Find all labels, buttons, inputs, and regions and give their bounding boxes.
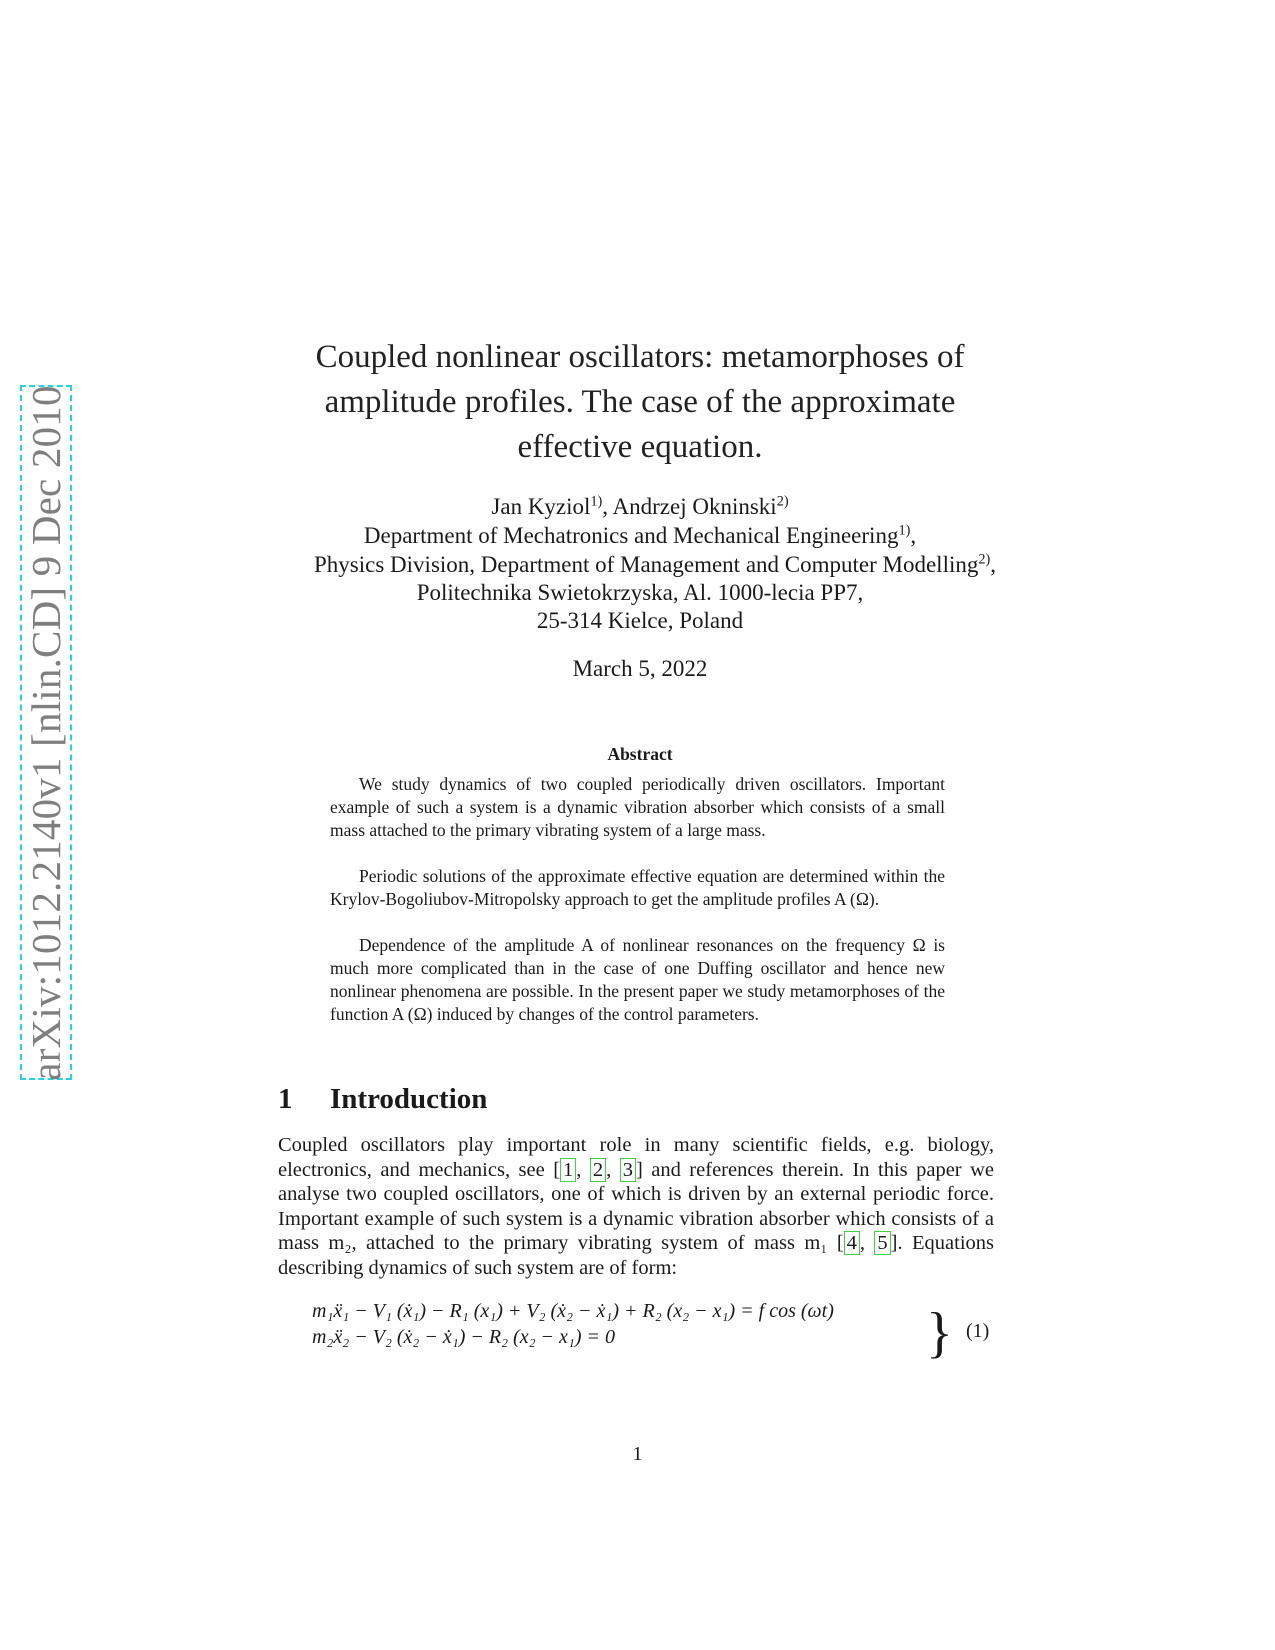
author-separator: , [602,494,613,519]
citation-3[interactable]: 3 [620,1158,636,1182]
affiliation-1-mark: 1) [898,522,911,539]
affiliation-4: 25-314 Kielce, Poland [536,608,744,633]
affiliation-1-text: Department of Mechatronics and Mechanical Engineering [363,523,899,548]
abstract-p1-text: We study dynamics of two coupled periodically driven oscillators. Important example of such a system is a dynamic vibration absorber which consists of a small mass attached to the primary vibrating system of a large mass. [330,774,945,840]
intro-paragraph: Coupled oscillators play important role in many scientific fields, e.g. biology, electronics, and mechanics, see [ 1 , 2 , 3 ] and references therein. In this paper we analyse two coupled oscillators, one of which is driven by an external periodic force. Important example of such system is a dynamic vibration absorber which consists of a mass m₂, attached to the primary vibrating system of mass m₁ [ 4 , 5 ]. Equations describing dynamics of such system are of form: [278,1134,995,1279]
page-number: 1 [632,1443,643,1465]
affiliation-2-end: , [990,552,996,577]
intro-text-3: . Equations describing dynamics of such system are of form: [278,1232,994,1279]
author-2-affil: 2) [776,493,789,510]
intro-text-1: Coupled oscillators play important role in many scientific fields, e.g. biology, electronics, and mechanics, see [278,1134,994,1181]
equation-brace: } [926,1302,953,1364]
abstract-heading: Abstract [607,744,673,764]
abstract-p2-text: Periodic solutions of the approximate effective equation are determined within the Krylov-Bogoliubov-Mitropolsky approach to get the amplitude profiles A (Ω). [330,866,945,909]
citation-4[interactable]: 4 [844,1231,860,1255]
citation-1[interactable]: 1 [560,1158,576,1182]
affiliation-2-text: Physics Division, Department of Management and Computer Modelling [314,552,979,577]
section-title: Introduction [330,1083,488,1115]
paper-date: March 5, 2022 [572,656,708,681]
citation-2[interactable]: 2 [590,1158,606,1182]
equation-number: (1) [966,1320,990,1342]
abstract-paragraph-2 [330,865,945,911]
arxiv-stamp [20,385,72,1080]
affiliation-3: Politechnika Swietokrzyska, Al. 1000-lecia PP7, [416,580,864,605]
citation-5[interactable]: 5 [874,1231,890,1255]
authors [270,494,1010,520]
paper-title-line-3: effective equation. [517,429,763,465]
affiliation-1 [270,523,1010,549]
intro-text-2: and references therein. In this paper we analyse two coupled oscillators, one of which is driven by an external periodic force. Important example of such system is a dynamic vibration absorber which consists of a mass m₂, attached to the primary vibrating system of mass m₁ [278,1158,995,1254]
paper-title-line-1: Coupled nonlinear oscillators: metamorphoses of [315,339,965,375]
abstract-paragraph-3 [330,934,945,1026]
affiliation-1-end: , [910,523,917,548]
author-2: Andrzej Okninski [612,494,777,519]
equation-line-2: m₂ẍ₂ − V₂ (ẋ₂ − ẋ₁) − R₂ (x₂ − x₁) = 0 [312,1326,616,1348]
section-number: 1 [278,1083,293,1115]
arxiv-stamp-text: arXiv:1012.2140v1 [nlin.CD] 9 Dec 2010 [23,384,69,1081]
affiliation-2 [240,552,1070,578]
abstract-p3-text: Dependence of the amplitude A of nonlinear resonances on the frequency Ω is much more complicated than in the case of one Duffing oscillator and hence new nonlinear phenomena are possible. In the present paper we study metamorphoses of the function A (Ω) induced by changes of the control parameters. [330,935,945,1024]
section-heading [278,1083,487,1116]
abstract-paragraph-1 [330,773,945,842]
equation-line-1: m₁ẍ₁ − V₁ (ẋ₁) − R₁ (x₁) + V₂ (ẋ₂ − ẋ₁) + R₂ (x₂ − x₁) = f cos (ωt) [312,1300,834,1322]
affiliation-2-mark: 2) [978,551,991,568]
author-1-affil: 1) [590,493,603,510]
author-1: Jan Kyziol [491,494,591,519]
paper-title-line-2: amplitude profiles. The case of the approximate [324,384,956,420]
